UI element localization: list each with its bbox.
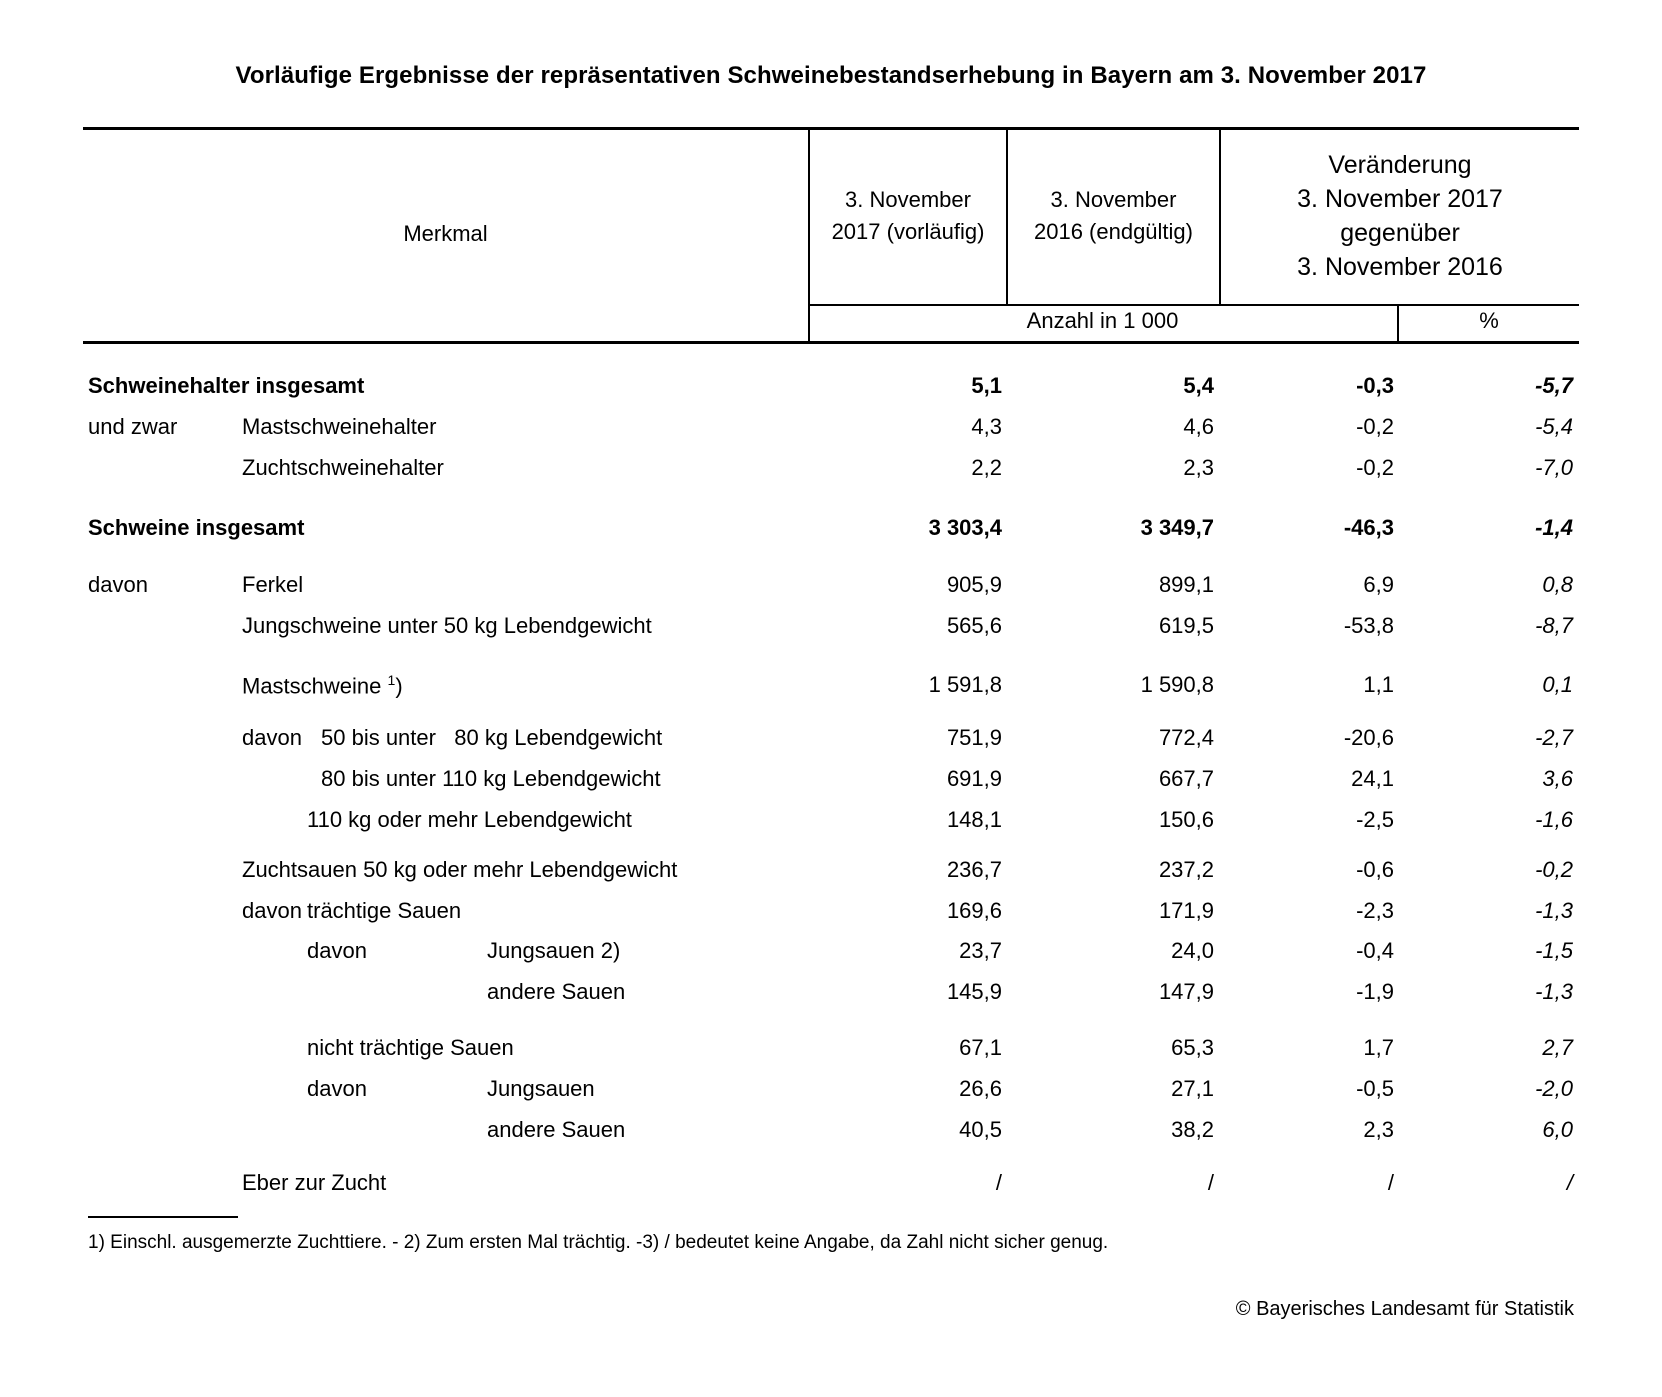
header-2017-line1: 3. November: [845, 187, 971, 212]
value-pct: -1,3: [1535, 979, 1573, 1004]
table-row: [0, 898, 1662, 934]
value-2017: /: [995, 1170, 1002, 1195]
value-2016: 2,3: [1183, 455, 1214, 480]
value-pct: -1,6: [1535, 807, 1573, 832]
value-2017: 236,7: [946, 857, 1002, 882]
value-diff: -0,2: [1356, 455, 1394, 480]
row-prefix: davon: [307, 1076, 367, 1101]
header-2017: [810, 184, 1006, 248]
row-label: [242, 672, 403, 699]
value-pct: 2,7: [1542, 1035, 1573, 1060]
value-2017: 691,9: [946, 766, 1002, 791]
value-diff: -0,2: [1356, 414, 1394, 439]
value-diff: -0,5: [1356, 1076, 1394, 1101]
value-diff: -0,3: [1356, 373, 1394, 398]
value-2016: 619,5: [1158, 613, 1214, 638]
row-prefix-text: davon: [242, 898, 302, 923]
value-pct: 0,1: [1542, 672, 1573, 697]
row-label: Jungschweine unter 50 kg Lebendgewicht: [242, 613, 652, 638]
copyright: © Bayerisches Landesamt für Statistik: [1235, 1298, 1574, 1320]
footnote-ref: 1: [387, 672, 396, 688]
value-pct: 3,6: [1542, 766, 1573, 791]
value-diff: -1,9: [1356, 979, 1394, 1004]
value-2016: 667,7: [1158, 766, 1214, 791]
table-row: [0, 807, 1662, 843]
value-diff: -2,5: [1356, 807, 1394, 832]
table-row: [0, 515, 1662, 551]
value-2017: 23,7: [959, 938, 1002, 963]
row-prefix: und zwar: [88, 414, 178, 439]
table-top-rule: [83, 127, 1579, 130]
value-2016: 147,9: [1158, 979, 1214, 1004]
value-pct: -8,7: [1535, 613, 1573, 638]
header-2016-line1: 3. November: [1050, 187, 1177, 212]
table-row: [0, 414, 1662, 450]
value-pct: -7,0: [1535, 455, 1573, 480]
table-row: [0, 613, 1662, 649]
header-2017-line2: 2017 (vorläufig): [831, 219, 985, 244]
row-label: Schweine insgesamt: [88, 515, 305, 540]
value-pct: -0,2: [1535, 857, 1573, 882]
header-change-line3: gegenüber: [1340, 219, 1460, 247]
table-row: [0, 572, 1662, 608]
value-pct: -1,5: [1535, 938, 1573, 963]
unit-percent: %: [1479, 308, 1499, 333]
value-2016: 5,4: [1183, 373, 1214, 398]
row-label: Zuchtsauen 50 kg oder mehr Lebendgewicht: [242, 857, 678, 882]
footnote-rule: [88, 1216, 238, 1218]
value-2017: 148,1: [946, 807, 1002, 832]
row-label: 50 bis unter 80 kg Lebendgewicht: [321, 725, 663, 750]
value-pct: -2,7: [1535, 725, 1573, 750]
value-pct: -1,3: [1535, 898, 1573, 923]
value-pct: 0,8: [1542, 572, 1573, 597]
row-label-text: Mastschweine: [242, 673, 382, 699]
value-diff: -46,3: [1343, 515, 1394, 540]
row-label: Zuchtschweinehalter: [242, 455, 444, 480]
value-2016: 65,3: [1171, 1035, 1214, 1060]
row-label: 80 bis unter 110 kg Lebendgewicht: [321, 766, 661, 791]
value-2017: 5,1: [971, 373, 1002, 398]
table-row: [0, 979, 1662, 1015]
header-2016-line2: 2016 (endgültig): [1033, 219, 1193, 244]
value-2016: 38,2: [1171, 1117, 1214, 1142]
value-2017: 1 591,8: [928, 672, 1002, 697]
value-diff: -20,6: [1343, 725, 1394, 750]
table-row: [0, 1076, 1662, 1112]
value-2016: 3 349,7: [1140, 515, 1214, 540]
value-diff: 24,1: [1351, 766, 1394, 791]
value-diff: -0,6: [1356, 857, 1394, 882]
value-2016: 4,6: [1183, 414, 1214, 439]
value-2016: 24,0: [1171, 938, 1214, 963]
page-title: Vorläufige Ergebnisse der repräsentativen Schweinebestandserhebung in Bayern am 3. November 2017: [235, 62, 1427, 89]
row-prefix: [242, 725, 304, 751]
row-label: Eber zur Zucht: [242, 1170, 387, 1195]
value-2016: /: [1207, 1170, 1214, 1195]
row-label: andere Sauen: [487, 1117, 626, 1142]
unit-row-rule: [808, 304, 1579, 306]
table-row: [0, 1035, 1662, 1071]
value-diff: 1,7: [1363, 1035, 1394, 1060]
row-prefix: [242, 898, 304, 924]
value-pct: 6,0: [1542, 1117, 1573, 1142]
footnote: 1) Einschl. ausgemerzte Zuchttiere. - 2) Zum ersten Mal trächtig. -3) / bedeutet keine Angabe, da Zahl nicht sicher genug.: [88, 1232, 1109, 1253]
header-change-line2: 3. November 2017: [1297, 185, 1503, 213]
value-2017: 40,5: [959, 1117, 1002, 1142]
header-change-line1: Veränderung: [1328, 151, 1472, 179]
value-2016: 772,4: [1158, 725, 1214, 750]
header-change-line4: 3. November 2016: [1297, 253, 1503, 281]
value-2017: 169,6: [946, 898, 1002, 923]
header-merkmal: [83, 218, 808, 250]
row-label: Schweinehalter insgesamt: [88, 373, 365, 398]
header-2016: [1008, 184, 1219, 248]
row-label: andere Sauen: [487, 979, 626, 1004]
value-2017: 3 303,4: [928, 515, 1002, 540]
value-2017: 67,1: [959, 1035, 1002, 1060]
value-2016: 1 590,8: [1140, 672, 1214, 697]
value-2016: 171,9: [1158, 898, 1214, 923]
value-2017: 2,2: [971, 455, 1002, 480]
header-merkmal-text: Merkmal: [403, 221, 488, 246]
value-diff: 1,1: [1363, 672, 1394, 697]
table-row: [0, 857, 1662, 893]
row-prefix: davon: [307, 938, 367, 963]
row-label: Ferkel: [242, 572, 304, 597]
value-2017: 145,9: [946, 979, 1002, 1004]
header-bottom-rule: [83, 341, 1579, 344]
value-diff: -53,8: [1343, 613, 1394, 638]
value-2016: 27,1: [1171, 1076, 1214, 1101]
row-prefix: davon: [88, 572, 148, 597]
value-2017: 565,6: [946, 613, 1002, 638]
table-row: [0, 1117, 1662, 1153]
value-2017: 905,9: [946, 572, 1002, 597]
table-row: [0, 725, 1662, 761]
value-diff: 2,3: [1363, 1117, 1394, 1142]
footnote-ref-close: ): [395, 673, 403, 699]
value-diff: /: [1387, 1170, 1394, 1195]
value-pct: /: [1566, 1170, 1573, 1195]
value-pct: -1,4: [1535, 515, 1573, 540]
value-diff: 6,9: [1363, 572, 1394, 597]
value-2016: 899,1: [1158, 572, 1214, 597]
row-label: Jungsauen: [487, 1076, 595, 1101]
row-label: 110 kg oder mehr Lebendgewicht: [307, 807, 632, 832]
table-row: [0, 455, 1662, 491]
table-row: [0, 1170, 1662, 1206]
row-prefix-text: davon: [242, 725, 302, 750]
value-diff: -2,3: [1356, 898, 1394, 923]
value-2016: 150,6: [1158, 807, 1214, 832]
table-row: [0, 766, 1662, 802]
row-label: Mastschweinehalter: [242, 414, 437, 439]
row-label: Jungsauen 2): [487, 938, 621, 963]
header-change: [1221, 148, 1579, 284]
unit-count: Anzahl in 1 000: [1026, 308, 1179, 333]
row-label: nicht trächtige Sauen: [307, 1035, 514, 1060]
value-pct: -5,7: [1535, 373, 1573, 398]
table-row: [0, 672, 1662, 708]
value-pct: -5,4: [1535, 414, 1573, 439]
value-pct: -2,0: [1535, 1076, 1573, 1101]
value-2016: 237,2: [1158, 857, 1214, 882]
value-2017: 751,9: [946, 725, 1002, 750]
value-diff: -0,4: [1356, 938, 1394, 963]
row-label: trächtige Sauen: [307, 898, 462, 923]
value-2017: 4,3: [971, 414, 1002, 439]
table-row: [0, 373, 1662, 409]
table-row: [0, 938, 1662, 974]
value-2017: 26,6: [959, 1076, 1002, 1101]
